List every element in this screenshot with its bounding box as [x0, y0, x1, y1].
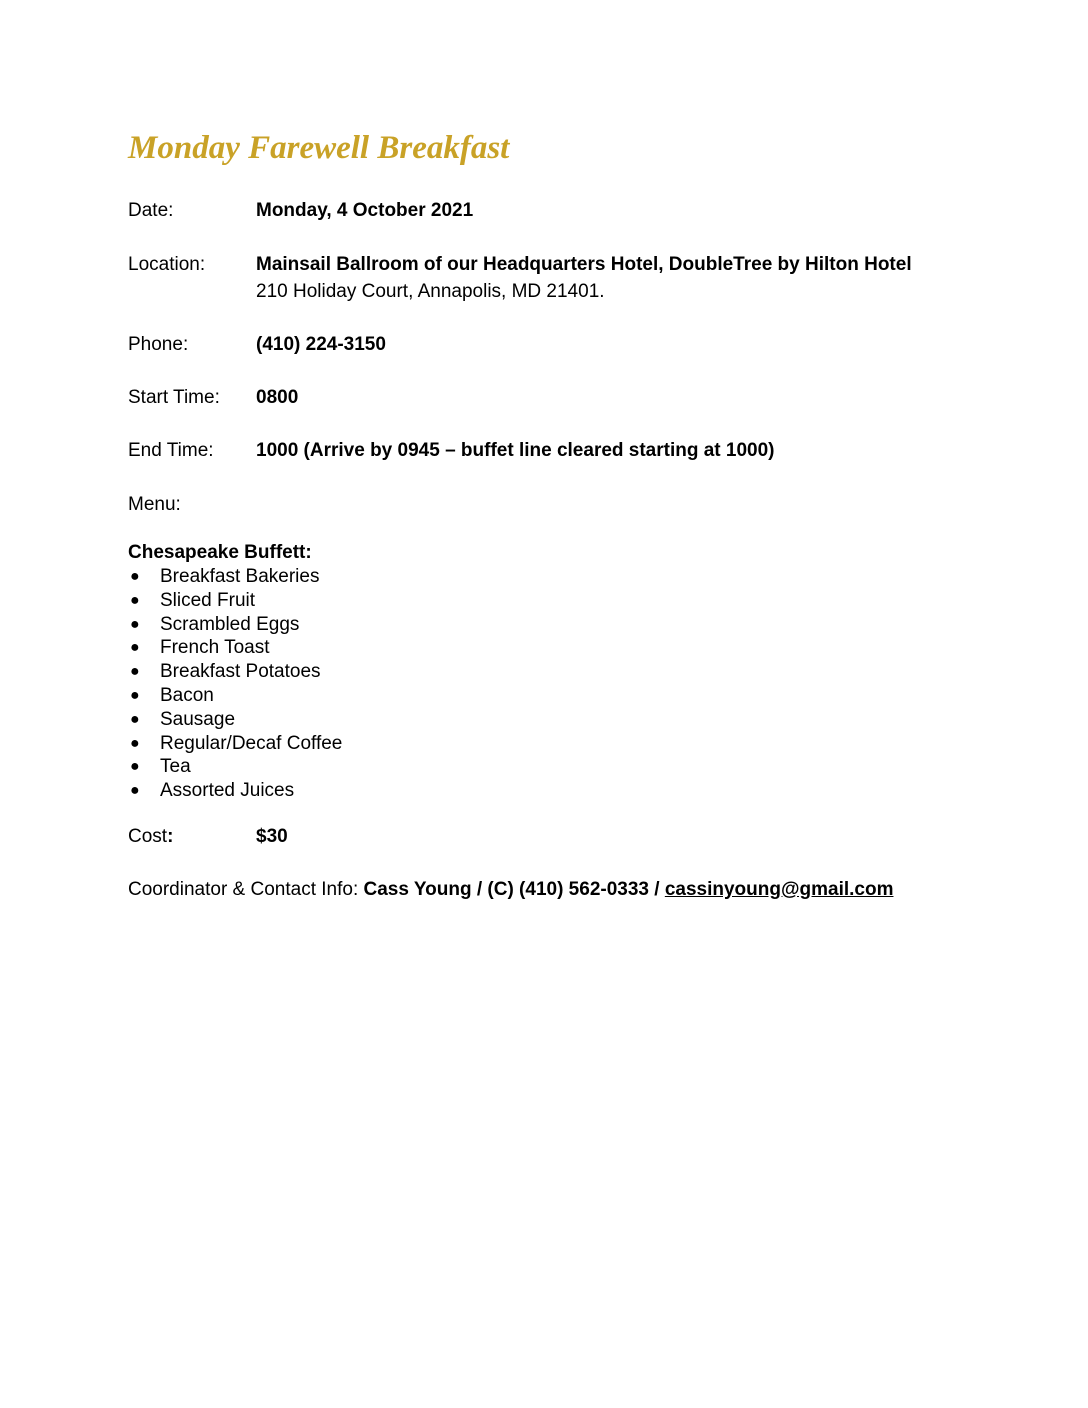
- location-address: 210 Holiday Court, Annapolis, MD 21401.: [256, 281, 605, 302]
- bullet-icon: ●: [130, 734, 140, 752]
- contact-info: [128, 876, 893, 903]
- list-item-text: Regular/Decaf Coffee: [160, 732, 343, 754]
- list-item-text: Tea: [160, 756, 191, 778]
- location-value: Mainsail Ballroom of our Headquarters Hotel, DoubleTree by Hilton Hotel: [256, 254, 912, 275]
- list-item-text: Sliced Fruit: [160, 589, 256, 611]
- start-time-label: Start Time:: [128, 387, 220, 408]
- phone-label: Phone:: [128, 334, 189, 355]
- bullet-icon: ●: [130, 782, 140, 800]
- buffet-heading: Chesapeake Buffett:: [128, 542, 312, 563]
- contact-name-phone: Cass Young / (C) (410) 562-0333 /: [363, 879, 665, 900]
- menu-label: Menu:: [128, 494, 181, 515]
- list-item-text: Assorted Juices: [160, 780, 295, 802]
- cost-value: $30: [256, 826, 288, 847]
- list-item-text: French Toast: [160, 637, 270, 659]
- start-time-value: 0800: [256, 387, 299, 408]
- cost-label-colon: :: [167, 826, 174, 847]
- list-item-text: Sausage: [160, 708, 236, 730]
- cost-label-text: Cost: [128, 826, 168, 847]
- list-item-text: Bacon: [160, 684, 214, 706]
- page-title: Monday Farewell Breakfast: [128, 130, 510, 166]
- list-item-text: Breakfast Bakeries: [160, 566, 320, 587]
- bullet-icon: ●: [130, 686, 140, 704]
- bullet-icon: ●: [130, 615, 140, 633]
- bullet-icon: ●: [130, 710, 140, 728]
- date-label: Date:: [128, 200, 174, 221]
- bullet-icon: ●: [130, 639, 140, 657]
- list-item-text: Breakfast Potatoes: [160, 661, 321, 683]
- list-item-text: Scrambled Eggs: [160, 613, 300, 635]
- bullet-icon: ●: [130, 568, 140, 585]
- end-time-value: 1000 (Arrive by 0945 – buffet line cleared starting at 1000): [256, 440, 775, 461]
- phone-value: (410) 224-3150: [256, 334, 386, 355]
- bullet-icon: ●: [130, 663, 140, 681]
- cost-label: [128, 823, 173, 850]
- end-time-label: End Time:: [128, 440, 214, 461]
- contact-label: Coordinator & Contact Info:: [128, 879, 364, 900]
- bullet-icon: ●: [130, 591, 140, 609]
- location-label: Location:: [128, 254, 206, 275]
- date-value: Monday, 4 October 2021: [256, 200, 474, 221]
- bullet-icon: ●: [130, 758, 140, 776]
- contact-email-link[interactable]: cassinyoung@gmail.com: [664, 879, 894, 900]
